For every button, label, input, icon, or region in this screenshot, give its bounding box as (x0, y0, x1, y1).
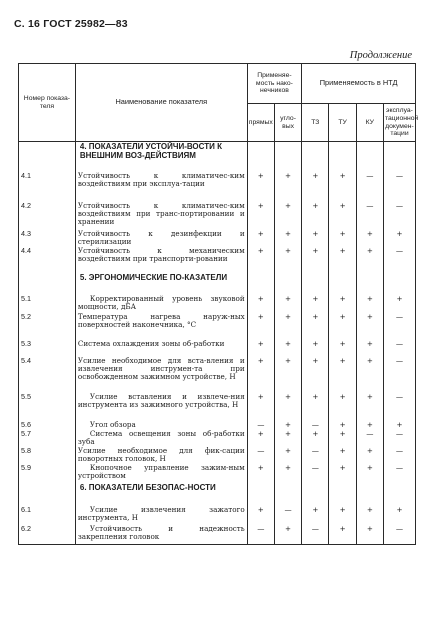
section-row (19, 142, 416, 172)
mark-straight: — (247, 525, 274, 545)
row-number (19, 483, 76, 506)
table-row (19, 202, 416, 230)
indicator-name: Устойчивость к дезинфекции и стерилизации (75, 230, 247, 247)
indicator-name: Устойчивость к климатичес-ким воздействиям при транс-портировании и хранении (75, 202, 247, 230)
mark-straight: + (247, 313, 274, 340)
section-row (19, 273, 416, 295)
table-row (19, 464, 416, 483)
mark-ed: — (383, 447, 415, 464)
header-tz: ТЗ (302, 104, 329, 142)
row-number: 4.3 (19, 230, 76, 247)
header-tu: ТУ (329, 104, 356, 142)
mark-tz: — (302, 447, 329, 464)
mark-angled (274, 483, 301, 506)
mark-tu: + (329, 340, 356, 357)
mark-straight: + (247, 357, 274, 393)
row-number: 5.5 (19, 393, 76, 421)
mark-angled: + (274, 464, 301, 483)
mark-ku: + (356, 421, 383, 430)
mark-straight (247, 273, 274, 295)
row-number: 6.1 (19, 506, 76, 525)
mark-ed (383, 142, 415, 172)
row-number: 5.8 (19, 447, 76, 464)
mark-angled: + (274, 247, 301, 273)
mark-tu: + (329, 295, 356, 313)
mark-ed: — (383, 172, 415, 202)
indicator-name: Устойчивость и надежность закрепления головок (75, 525, 247, 545)
table-row (19, 393, 416, 421)
row-number: 5.6 (19, 421, 76, 430)
mark-tu: + (329, 447, 356, 464)
mark-ku: + (356, 340, 383, 357)
table-row (19, 357, 416, 393)
row-number: 5.9 (19, 464, 76, 483)
mark-straight (247, 142, 274, 172)
mark-tz (302, 142, 329, 172)
mark-tz: + (302, 230, 329, 247)
mark-ku (356, 483, 383, 506)
row-number (19, 142, 76, 172)
indicator-name: Корректированный уровень звуковой мощности, дБА (75, 295, 247, 313)
mark-tz: + (302, 247, 329, 273)
indicator-name: Кнопочное управление зажим-ным устройством (75, 464, 247, 483)
mark-angled: + (274, 230, 301, 247)
row-number: 4.1 (19, 172, 76, 202)
mark-ku: + (356, 447, 383, 464)
header-ed: эксплуа-тационной докумен-тации (383, 104, 415, 142)
indicator-name: Устойчивость к климатичес-ким воздействиям при эксплуа-тации (75, 172, 247, 202)
mark-ed (383, 483, 415, 506)
mark-straight: + (247, 247, 274, 273)
indicator-name: Усилие извлечения зажатого инструмента, Н (75, 506, 247, 525)
mark-ed: + (383, 295, 415, 313)
mark-angled: + (274, 393, 301, 421)
mark-ku: + (356, 525, 383, 545)
indicator-name: Система охлаждения зоны об-работки (75, 340, 247, 357)
row-number: 5.4 (19, 357, 76, 393)
mark-ed: — (383, 393, 415, 421)
indicator-name: Усилие вставления и извлече-ния инструмента из зажимного устройства, Н (75, 393, 247, 421)
mark-ed: — (383, 357, 415, 393)
mark-angled (274, 142, 301, 172)
page-reference: С. 16 ГОСТ 25982—83 (14, 18, 128, 30)
table-row (19, 447, 416, 464)
mark-tu: + (329, 313, 356, 340)
table-row (19, 230, 416, 247)
mark-straight: — (247, 421, 274, 430)
continuation-label: Продолжение (349, 50, 412, 61)
row-number (19, 273, 76, 295)
mark-ku: + (356, 464, 383, 483)
row-number: 5.2 (19, 313, 76, 340)
mark-ed: — (383, 525, 415, 545)
row-number: 6.2 (19, 525, 76, 545)
indicator-name: Устойчивость к механическим воздействиям при транспорти-ровании (75, 247, 247, 273)
mark-straight: + (247, 506, 274, 525)
mark-ed (383, 273, 415, 295)
mark-ku: + (356, 506, 383, 525)
mark-tu: + (329, 247, 356, 273)
mark-angled: + (274, 447, 301, 464)
mark-tz: — (302, 464, 329, 483)
section-title: 5. ЭРГОНОМИЧЕСКИЕ ПО-КАЗАТЕЛИ (75, 273, 247, 295)
mark-straight: + (247, 430, 274, 447)
header-angled: угло-вых (274, 104, 301, 142)
header-straight: прямых (247, 104, 274, 142)
mark-straight: + (247, 393, 274, 421)
mark-ku (356, 142, 383, 172)
mark-angled: + (274, 525, 301, 545)
mark-tz: + (302, 357, 329, 393)
mark-ku: — (356, 202, 383, 230)
indicators-table (18, 63, 419, 545)
row-number: 5.3 (19, 340, 76, 357)
mark-ku: — (356, 172, 383, 202)
indicator-name: Усилие необходимое для фик-сации поворотных головок, Н (75, 447, 247, 464)
row-number: 4.2 (19, 202, 76, 230)
mark-ed: — (383, 247, 415, 273)
section-row (19, 483, 416, 506)
mark-straight: + (247, 202, 274, 230)
mark-tz: + (302, 393, 329, 421)
mark-ed: + (383, 506, 415, 525)
mark-straight: + (247, 340, 274, 357)
mark-straight: + (247, 464, 274, 483)
section-title: 4. ПОКАЗАТЕЛИ УСТОЙЧИ-ВОСТИ К ВНЕШНИМ ВОЗ-ДЕЙСТВИЯМ (75, 142, 247, 172)
mark-straight: + (247, 172, 274, 202)
mark-tu (329, 273, 356, 295)
mark-angled: + (274, 202, 301, 230)
mark-ed: — (383, 313, 415, 340)
table-row (19, 172, 416, 202)
mark-tu: + (329, 506, 356, 525)
mark-tz (302, 273, 329, 295)
mark-tu (329, 483, 356, 506)
header-ntd: Применяемость в НТД (302, 64, 416, 104)
mark-tz (302, 483, 329, 506)
mark-angled: + (274, 313, 301, 340)
mark-ed: — (383, 464, 415, 483)
header-name: Наименование показателя (75, 64, 247, 142)
table-row (19, 313, 416, 340)
mark-tu: + (329, 202, 356, 230)
mark-tz: + (302, 172, 329, 202)
row-number: 5.7 (19, 430, 76, 447)
row-number: 4.4 (19, 247, 76, 273)
mark-tz: + (302, 430, 329, 447)
mark-tu (329, 142, 356, 172)
mark-ku: — (356, 430, 383, 447)
mark-tu: + (329, 393, 356, 421)
mark-angled: + (274, 340, 301, 357)
header-number: Номер показа-теля (19, 64, 76, 142)
mark-tu: + (329, 430, 356, 447)
mark-tu: + (329, 172, 356, 202)
mark-ed: — (383, 430, 415, 447)
mark-ku: + (356, 247, 383, 273)
mark-straight: + (247, 295, 274, 313)
header-ku: КУ (356, 104, 383, 142)
table-row (19, 247, 416, 273)
mark-angled: + (274, 295, 301, 313)
indicator-name: Система освещения зоны об-работки зуба (75, 430, 247, 447)
header-tips: Применяе-мость нако-нечников (247, 64, 302, 104)
indicator-name: Угол обзора (75, 421, 247, 430)
mark-angled (274, 273, 301, 295)
mark-ed: + (383, 421, 415, 430)
mark-tz: + (302, 313, 329, 340)
table-row (19, 506, 416, 525)
mark-tz: + (302, 295, 329, 313)
mark-angled: — (274, 506, 301, 525)
mark-tz: + (302, 506, 329, 525)
mark-ed: — (383, 340, 415, 357)
row-number: 5.1 (19, 295, 76, 313)
mark-straight (247, 483, 274, 506)
table-row (19, 525, 416, 545)
mark-ed: — (383, 202, 415, 230)
mark-tu: + (329, 464, 356, 483)
mark-ku: + (356, 393, 383, 421)
mark-ku (356, 273, 383, 295)
mark-ku: + (356, 230, 383, 247)
table-row (19, 295, 416, 313)
table-row (19, 340, 416, 357)
table-row (19, 430, 416, 447)
mark-ku: + (356, 357, 383, 393)
mark-tu: + (329, 525, 356, 545)
mark-tz: — (302, 525, 329, 545)
mark-ku: + (356, 295, 383, 313)
section-title: 6. ПОКАЗАТЕЛИ БЕЗОПАС-НОСТИ (75, 483, 247, 506)
mark-tz: — (302, 421, 329, 430)
mark-tu: + (329, 230, 356, 247)
mark-tz: + (302, 340, 329, 357)
mark-angled: + (274, 430, 301, 447)
mark-straight: + (247, 230, 274, 247)
mark-tu: + (329, 357, 356, 393)
mark-angled: + (274, 421, 301, 430)
mark-tz: + (302, 202, 329, 230)
mark-straight: — (247, 447, 274, 464)
mark-ku: + (356, 313, 383, 340)
mark-angled: + (274, 357, 301, 393)
mark-tu: + (329, 421, 356, 430)
mark-ed: + (383, 230, 415, 247)
indicator-name: Усилие необходимое для вста-вления и извлечения инструмен-та при освобожденном зажимном устройстве, Н (75, 357, 247, 393)
mark-angled: + (274, 172, 301, 202)
indicator-name: Температура нагрева наруж-ных поверхностей наконечника, °С (75, 313, 247, 340)
